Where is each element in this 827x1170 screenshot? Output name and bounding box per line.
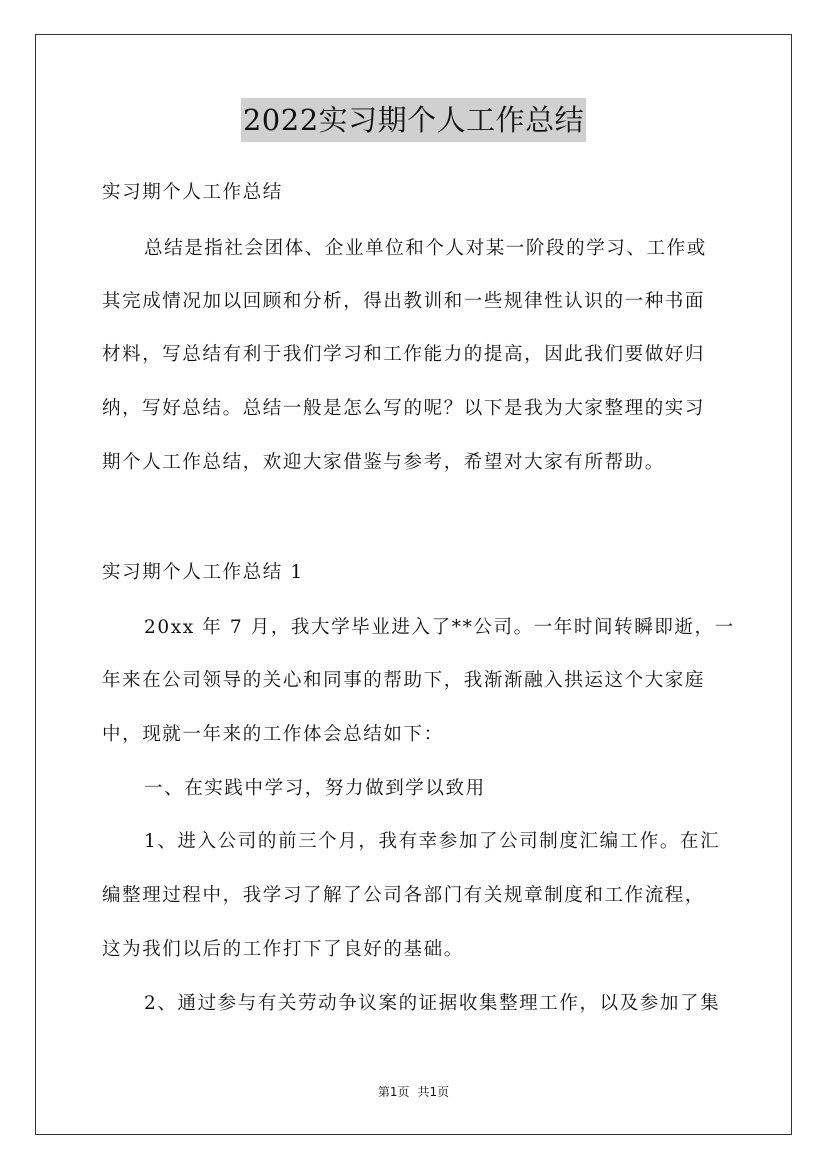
paragraph-line: 年来在公司领导的关心和同事的帮助下，我渐渐融入拱运这个大家庭 [102, 670, 706, 691]
paragraph-line: 1、进入公司的前三个月，我有幸参加了公司制度汇编工作。在汇 [144, 831, 721, 852]
subsection-heading: 一、在实践中学习，努力做到学以致用 [144, 778, 486, 799]
paragraph-line: 其完成情况加以回顾和分析，得出教训和一些规律性认识的一种书面 [102, 291, 706, 312]
title-container [0, 98, 827, 142]
paragraph-line: 纳，写好总结。总结一般是怎么写的呢？以下是我为大家整理的实习 [102, 398, 706, 419]
section-heading: 实习期个人工作总结 [102, 182, 283, 203]
paragraph-line: 编整理过程中，我学习了解了公司各部门有关规章制度和工作流程， [102, 885, 706, 906]
page-footer [0, 1083, 827, 1100]
paragraph-line: 20xx 年 7 月，我大学毕业进入了**公司。一年时间转瞬即逝，一 [144, 617, 735, 638]
paragraph-line: 材料，写总结有利于我们学习和工作能力的提高，因此我们要做好归 [102, 344, 706, 365]
paragraph-line: 2、通过参与有关劳动争议案的证据收集整理工作，以及参加了集 [144, 993, 721, 1014]
paragraph-line: 中，现就一年来的工作体会总结如下： [102, 724, 444, 745]
paragraph-line: 期个人工作总结，欢迎大家借鉴与参考，希望对大家有所帮助。 [102, 452, 665, 473]
paragraph-line: 总结是指社会团体、企业单位和个人对某一阶段的学习、工作或 [144, 238, 707, 259]
page-number-current: 第1页 [377, 1085, 410, 1099]
document-title: 2022实习期个人工作总结 [241, 98, 586, 142]
page-number-total: 共1页 [417, 1085, 450, 1099]
section-heading: 实习期个人工作总结 1 [102, 562, 304, 583]
paragraph-line: 这为我们以后的工作打下了良好的基础。 [102, 939, 464, 960]
